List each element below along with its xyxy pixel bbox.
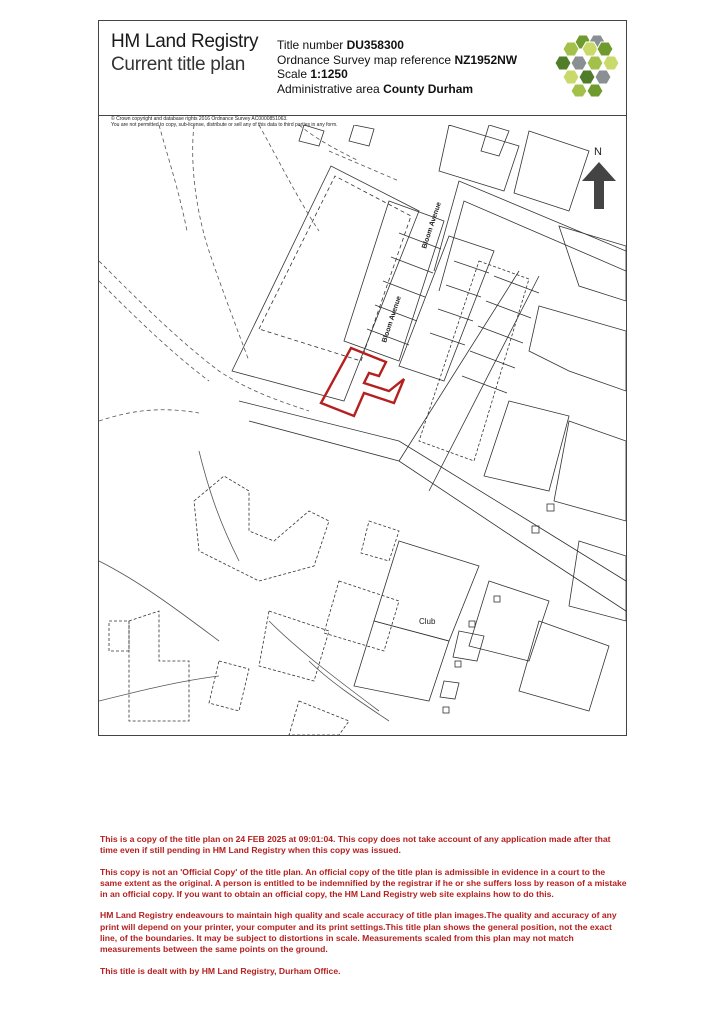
lower-left-buildings xyxy=(109,476,399,735)
street-furniture xyxy=(443,504,554,713)
title-number-label: Title number xyxy=(277,38,344,52)
scale-value: 1:1250 xyxy=(310,67,348,81)
brand-name: HM Land Registry xyxy=(111,31,259,52)
street-label-bloom-avenue-upper: Bloom Avenue xyxy=(421,201,443,250)
street-label-bloom-avenue-lower: Bloom Avenue xyxy=(381,295,403,344)
title-number-value: DU358300 xyxy=(346,38,404,52)
disclaimer-paragraph-4: This title is dealt with by HM Land Registry, Durham Office. xyxy=(100,965,341,976)
disclaimer-paragraph-1: This is a copy of the title plan on 24 FEB 2025 at 09:01:04. This copy does not take account of any application made after that time even if still pending in HM Land Registry when this copy was issued. xyxy=(100,834,611,856)
terrace-houses xyxy=(344,201,539,461)
os-reference-label: Ordnance Survey map reference xyxy=(277,53,452,67)
north-label: N xyxy=(594,146,602,158)
scale-line xyxy=(277,67,348,81)
building-label-club: Club xyxy=(419,617,436,626)
map-area xyxy=(99,21,626,735)
north-arrow-icon xyxy=(582,162,616,209)
plan-header xyxy=(99,21,626,116)
disclaimer-paragraph-2: This copy is not an 'Official Copy' of the title plan. An official copy of the title plan is admissible in evidence in a court to the same extent as the original. A person is entitled to be indemnified by the registrar if he or she suffers loss by reason of a mistake in an official copy. If you want to obtain an official copy, the HM Land Registry web site explains how to do this. xyxy=(100,866,627,900)
plan-type: Current title plan xyxy=(111,54,246,75)
copyright-line-2: You are not permitted to copy, sub-license, distribute or sell any of this data to third parties in any form. xyxy=(111,122,338,128)
os-reference-line xyxy=(277,53,517,67)
disclaimer-paragraph-3: HM Land Registry endeavours to maintain high quality and scale accuracy of title plan images.The quality and accuracy of any print will depend on your printer, your computer and its print settings.This title plan shows the general position, not the exact line, of the boundaries. It may be subject to distortions in scale. Measurements scaled from this plan may not match measurements between the same points on the ground. xyxy=(100,910,617,955)
upper-right-buildings xyxy=(299,125,626,521)
copyright-line-1: © Crown copyright and database rights 2016 Ordnance Survey AC0000851063. xyxy=(111,116,288,122)
disclaimer-text xyxy=(100,834,628,987)
scale-label: Scale xyxy=(277,67,308,81)
admin-area-label: Administrative area xyxy=(277,82,380,96)
hm-land-registry-logo-icon xyxy=(555,33,619,97)
admin-area-value: County Durham xyxy=(383,82,474,96)
lower-right-buildings xyxy=(354,541,626,711)
title-number-line xyxy=(277,38,404,52)
copyright-notice xyxy=(99,116,626,128)
os-reference-value: NZ1952NW xyxy=(454,53,518,67)
title-plan-frame xyxy=(98,20,627,736)
admin-area-line xyxy=(277,82,473,96)
field-block xyxy=(232,166,419,401)
